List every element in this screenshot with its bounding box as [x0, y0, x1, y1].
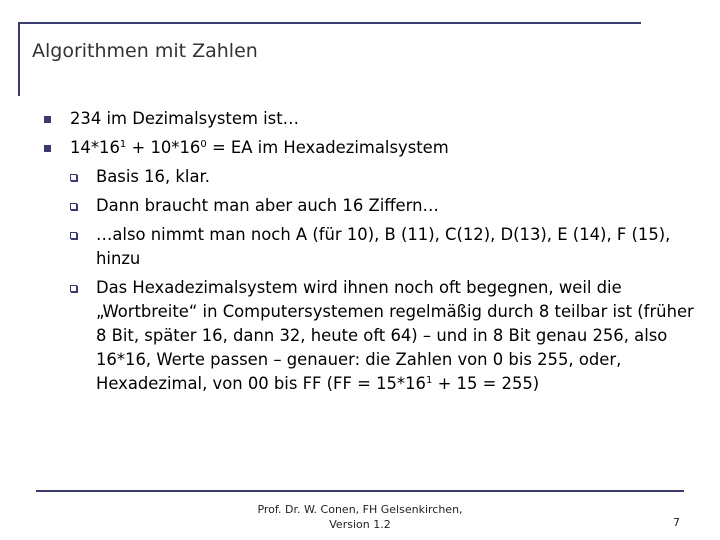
bullet-item — [44, 136, 694, 165]
hollow-square-bullet-icon — [70, 174, 77, 181]
page-number: 7 — [673, 516, 680, 529]
sub-bullet-item — [44, 276, 694, 396]
slide-title: Algorithmen mit Zahlen — [32, 40, 258, 62]
slide-content — [44, 107, 694, 401]
hollow-square-bullet-icon — [70, 285, 77, 292]
footer-version: Version 1.2 — [329, 518, 391, 531]
hollow-square-bullet-icon — [70, 203, 77, 210]
footer-credit — [210, 502, 510, 532]
footer-author: Prof. Dr. W. Conen, FH Gelsenkirchen, — [257, 503, 463, 516]
sub-bullet-text: Dann braucht man aber auch 16 Ziffern… — [96, 196, 439, 215]
sub-bullet-item — [44, 165, 694, 189]
sub-bullet-item — [44, 223, 694, 271]
sub-bullet-item — [44, 194, 694, 218]
sub-bullet-text: Das Hexadezimalsystem wird ihnen noch oft begegnen, weil die „Wortbreite“ in Computersystemen regelmäßig durch 8 teilbar ist (früher 8 Bit, später 16, dann 32, heute oft 64) – und in 8 Bit genau 256, also 16*16, Werte passen – genauer: die Zahlen von 0 bis 255, oder, Hexadezimal, von 00 bis FF $(FF = 15*16^1 + 15 = 255)$ — [96, 278, 694, 393]
title-top-rule — [18, 22, 641, 24]
hollow-square-bullet-icon — [70, 232, 77, 239]
bullet-item — [44, 107, 694, 136]
bullet-text: $14*16^1 + 10*16^0$ = EA im Hexadezimalsystem — [70, 138, 449, 157]
square-bullet-icon — [44, 116, 51, 123]
sub-bullet-text: Basis 16, klar. — [96, 167, 210, 186]
sub-bullet-text: …also nimmt man noch A (für 10), B (11), C(12), D(13), E (14), F (15), hinzu — [96, 225, 671, 268]
bullet-text: 234 im Dezimalsystem ist… — [70, 109, 300, 128]
square-bullet-icon — [44, 145, 51, 152]
title-left-rule — [18, 22, 20, 96]
footer-rule — [36, 490, 684, 492]
